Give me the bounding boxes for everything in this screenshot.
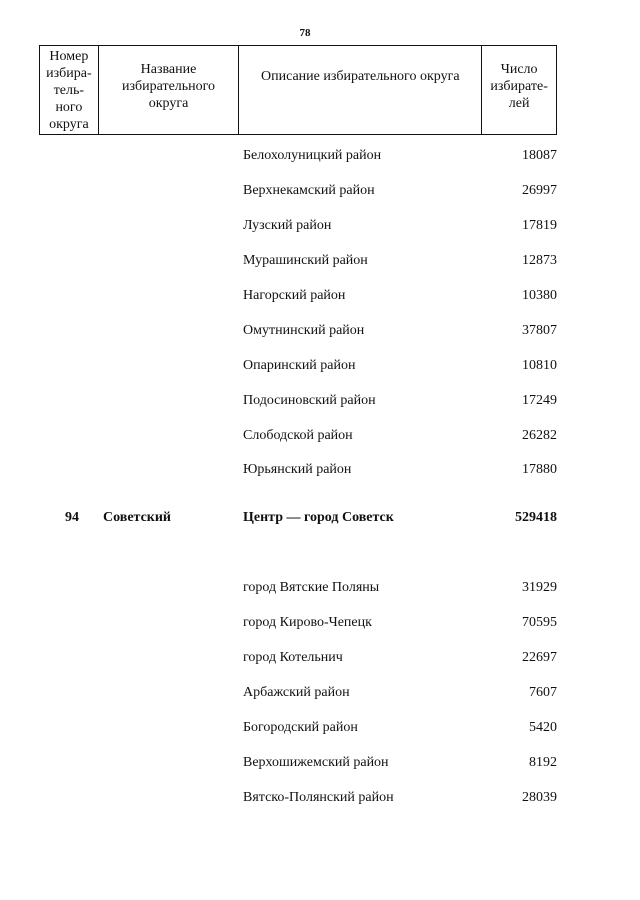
page-number: 78 [299, 27, 311, 39]
row-description: Богородский район [243, 720, 358, 735]
row-description: город Кирово-Чепецк [243, 615, 372, 630]
row-voters: 10380 [522, 288, 557, 303]
row-voters: 8192 [529, 755, 557, 770]
table-row [0, 146, 640, 166]
row-description: город Вятские Поляны [243, 580, 380, 595]
row-description: город Котельнич [243, 650, 343, 665]
row-description: Лузский район [243, 218, 332, 233]
row-voters: 17249 [522, 393, 557, 408]
row-description: Юрьянский район [243, 462, 352, 477]
district-center: Центр — город Советск [243, 510, 394, 525]
row-description: Мурашинский район [243, 253, 368, 268]
row-voters: 7607 [529, 685, 557, 700]
row-description: Омутнинский район [243, 323, 365, 338]
table-row [0, 391, 640, 411]
table-row [0, 251, 640, 271]
table-row [0, 788, 640, 808]
row-voters: 5420 [529, 720, 557, 735]
table-header [39, 45, 557, 135]
row-voters: 18087 [522, 148, 557, 163]
row-description: Вятско-Полянский район [243, 790, 394, 805]
table-row [0, 321, 640, 341]
row-description: Верхошижемский район [243, 755, 389, 770]
row-voters: 26997 [522, 183, 557, 198]
table-row [0, 426, 640, 446]
header-district-number: Номер избира- тель- ного округа [40, 46, 99, 134]
header-voter-count: Число избирате- лей [490, 62, 548, 111]
table-row [0, 286, 640, 306]
row-description: Белохолуницкий район [243, 148, 382, 163]
row-voters: 28039 [522, 790, 557, 805]
row-voters: 12873 [522, 253, 557, 268]
table-row [0, 613, 640, 633]
row-description: Верхнекамский район [243, 183, 375, 198]
header-district-name: Название избирательного округа [99, 46, 239, 134]
row-voters: 31929 [522, 580, 557, 595]
row-voters: 70595 [522, 615, 557, 630]
row-voters: 10810 [522, 358, 557, 373]
row-voters: 17880 [522, 462, 557, 477]
table-row [0, 356, 640, 376]
table-row [0, 216, 640, 236]
table-row [0, 683, 640, 703]
district-voters: 529418 [515, 510, 557, 525]
table-row [0, 578, 640, 598]
row-voters: 26282 [522, 428, 557, 443]
row-voters: 22697 [522, 650, 557, 665]
district-number: 94 [65, 510, 79, 525]
row-description: Опаринский район [243, 358, 356, 373]
row-description: Слободской район [243, 428, 353, 443]
row-description: Подосиновский район [243, 393, 376, 408]
row-description: Арбажский район [243, 685, 350, 700]
table-row [0, 648, 640, 668]
table-row [0, 718, 640, 738]
district-name: Советский [103, 510, 171, 525]
row-description: Нагорский район [243, 288, 346, 303]
district-row [0, 508, 640, 528]
table-row [0, 181, 640, 201]
row-voters: 37807 [522, 323, 557, 338]
table-row [0, 460, 640, 480]
header-district-description: Описание избирательного округа [239, 46, 482, 134]
row-voters: 17819 [522, 218, 557, 233]
table-row [0, 753, 640, 773]
